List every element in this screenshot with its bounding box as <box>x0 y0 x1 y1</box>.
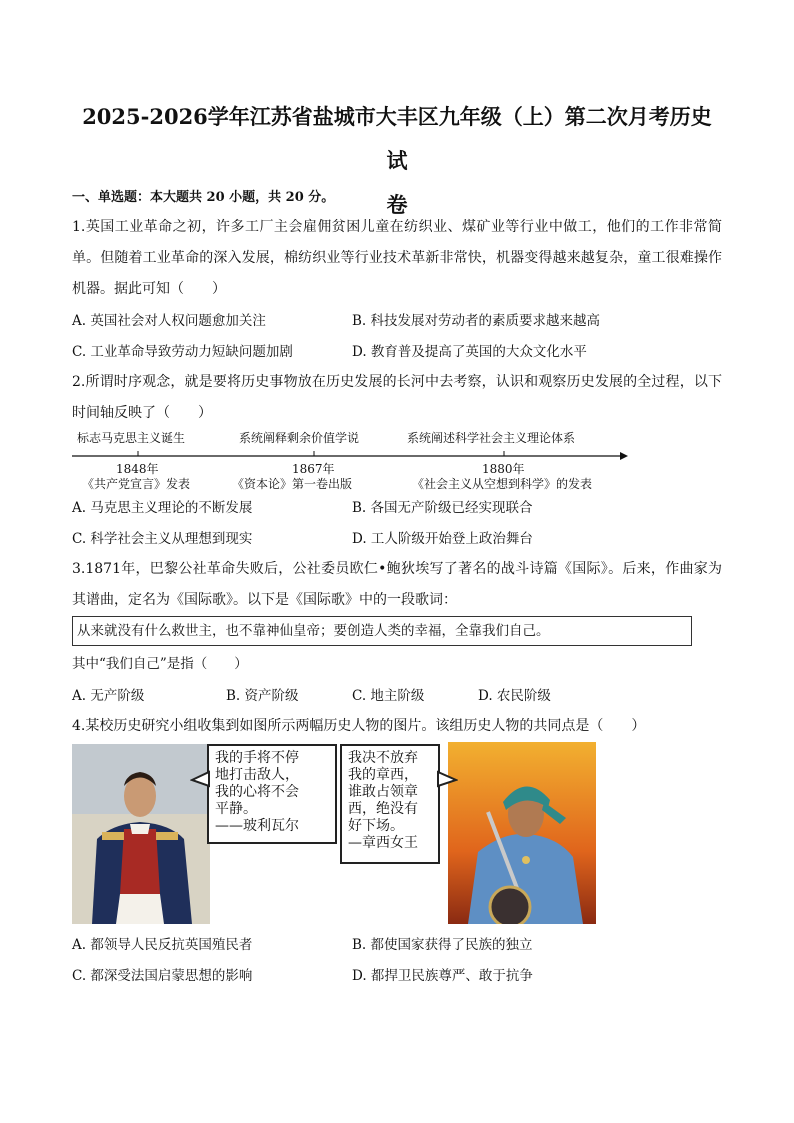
q1-option-d[interactable]: D. 教育普及提高了英国的大众文化水平 <box>352 344 587 360</box>
timeline-bottom-3: 《社会主义从空想到科学》的发表 <box>412 477 593 491</box>
rani-portrait-image <box>448 742 596 924</box>
timeline-figure <box>72 425 632 495</box>
q4-option-c[interactable]: C. 都深受法国启蒙思想的影响 <box>72 968 253 984</box>
title-line-2: 卷 <box>386 192 408 217</box>
bolivar-bubble-tail <box>190 770 210 790</box>
q4-option-a[interactable]: A. 都领导人民反抗英国殖民者 <box>72 937 253 953</box>
timeline-year-1880: 1880年 <box>482 462 525 476</box>
q3-option-c[interactable]: C. 地主阶级 <box>352 688 425 704</box>
anthem-lyrics-box: 从来就没有什么救世主，也不靠神仙皇帝；要创造人类的幸福，全靠我们自己。 <box>72 616 692 646</box>
question-4-stem: 4.某校历史研究小组收集到如图所示两幅历史人物的图片。该组历史人物的共同点是（ ） <box>72 718 646 734</box>
q4-option-d[interactable]: D. 都捍卫民族尊严、敢于抗争 <box>352 968 533 984</box>
bolivar-line-3: 我的心将不会 <box>215 784 299 800</box>
question-2-stem: 2.所谓时序观念，就是要将历史事物放在历史发展的长河中去考察，认识和观察历史发展的全过程，以下时间轴反映了（ ） <box>72 374 722 421</box>
q4-option-b[interactable]: B. 都使国家获得了民族的独立 <box>352 937 533 953</box>
exam-title <box>72 95 722 227</box>
timeline-year-1867: 1867年 <box>292 462 335 476</box>
q1-option-c[interactable]: C. 工业革命导致劳动力短缺问题加剧 <box>72 344 293 360</box>
rani-line-1: 我决不放弃 <box>348 750 418 766</box>
rani-speech-bubble <box>340 744 440 864</box>
section-heading: 一、单选题：本大题共 20 小题，共 20 分。 <box>72 190 335 205</box>
timeline-top-2: 系统阐释剩余价值学说 <box>239 431 360 445</box>
bolivar-speech-bubble <box>207 744 337 844</box>
rani-portrait <box>448 742 596 924</box>
question-1-stem: 1.英国工业革命之初，许多工厂主会雇佣贫困儿童在纺织业、煤矿业等行业中做工，他们的工作非常简单。但随着工业革命的深入发展，棉纺织业等行业技术革新非常快，机器变得越来越复杂，童工很难操作机器。据此可知（ ） <box>72 219 722 297</box>
q3-followup: 其中“我们自己”是指（ ） <box>72 656 248 672</box>
timeline-bottom-2: 《资本论》第一卷出版 <box>232 477 353 491</box>
timeline-top-1: 标志马克思主义诞生 <box>77 431 186 445</box>
bolivar-line-2: 地打击敌人， <box>215 767 299 783</box>
timeline-bottom-1: 《共产党宣言》发表 <box>82 477 191 491</box>
question-3-stem: 3.1871年，巴黎公社革命失败后，公社委员欧仁•鲍狄埃写了著名的战斗诗篇《国际》。后来，作曲家为其谱曲，定名为《国际歌》。以下是《国际歌》中的一段歌词： <box>72 561 722 608</box>
timeline-top-3: 系统阐述科学社会主义理论体系 <box>407 431 576 445</box>
bolivar-line-5: ——玻利瓦尔 <box>215 818 299 834</box>
rani-bubble-tail <box>436 770 458 790</box>
rani-line-6: —章西女王 <box>348 835 418 851</box>
rani-line-2: 我的章西， <box>348 767 418 783</box>
q1-option-a[interactable]: A. 英国社会对人权问题愈加关注 <box>72 313 266 329</box>
rani-line-5: 好下场。 <box>348 818 404 834</box>
title-line-1: 2025-2026学年江苏省盐城市大丰区九年级（上）第二次月考历史试 <box>82 104 712 173</box>
timeline-year-1848: 1848年 <box>116 462 159 476</box>
q3-option-d[interactable]: D. 农民阶级 <box>478 688 551 704</box>
q1-option-b[interactable]: B. 科技发展对劳动者的素质要求越来越高 <box>352 313 601 329</box>
bolivar-line-1: 我的手将不停 <box>215 750 299 766</box>
rani-line-4: 西，绝没有 <box>348 801 418 817</box>
rani-line-3: 谁敢占领章 <box>348 784 418 800</box>
q2-option-b[interactable]: B. 各国无产阶级已经实现联合 <box>352 500 533 516</box>
q2-option-a[interactable]: A. 马克思主义理论的不断发展 <box>72 500 253 516</box>
q2-option-d[interactable]: D. 工人阶级开始登上政治舞台 <box>352 531 533 547</box>
bolivar-line-4: 平静。 <box>215 801 257 817</box>
q2-option-c[interactable]: C. 科学社会主义从理想到现实 <box>72 531 253 547</box>
q3-option-b[interactable]: B. 资产阶级 <box>226 688 299 704</box>
q3-option-a[interactable]: A. 无产阶级 <box>72 688 145 704</box>
